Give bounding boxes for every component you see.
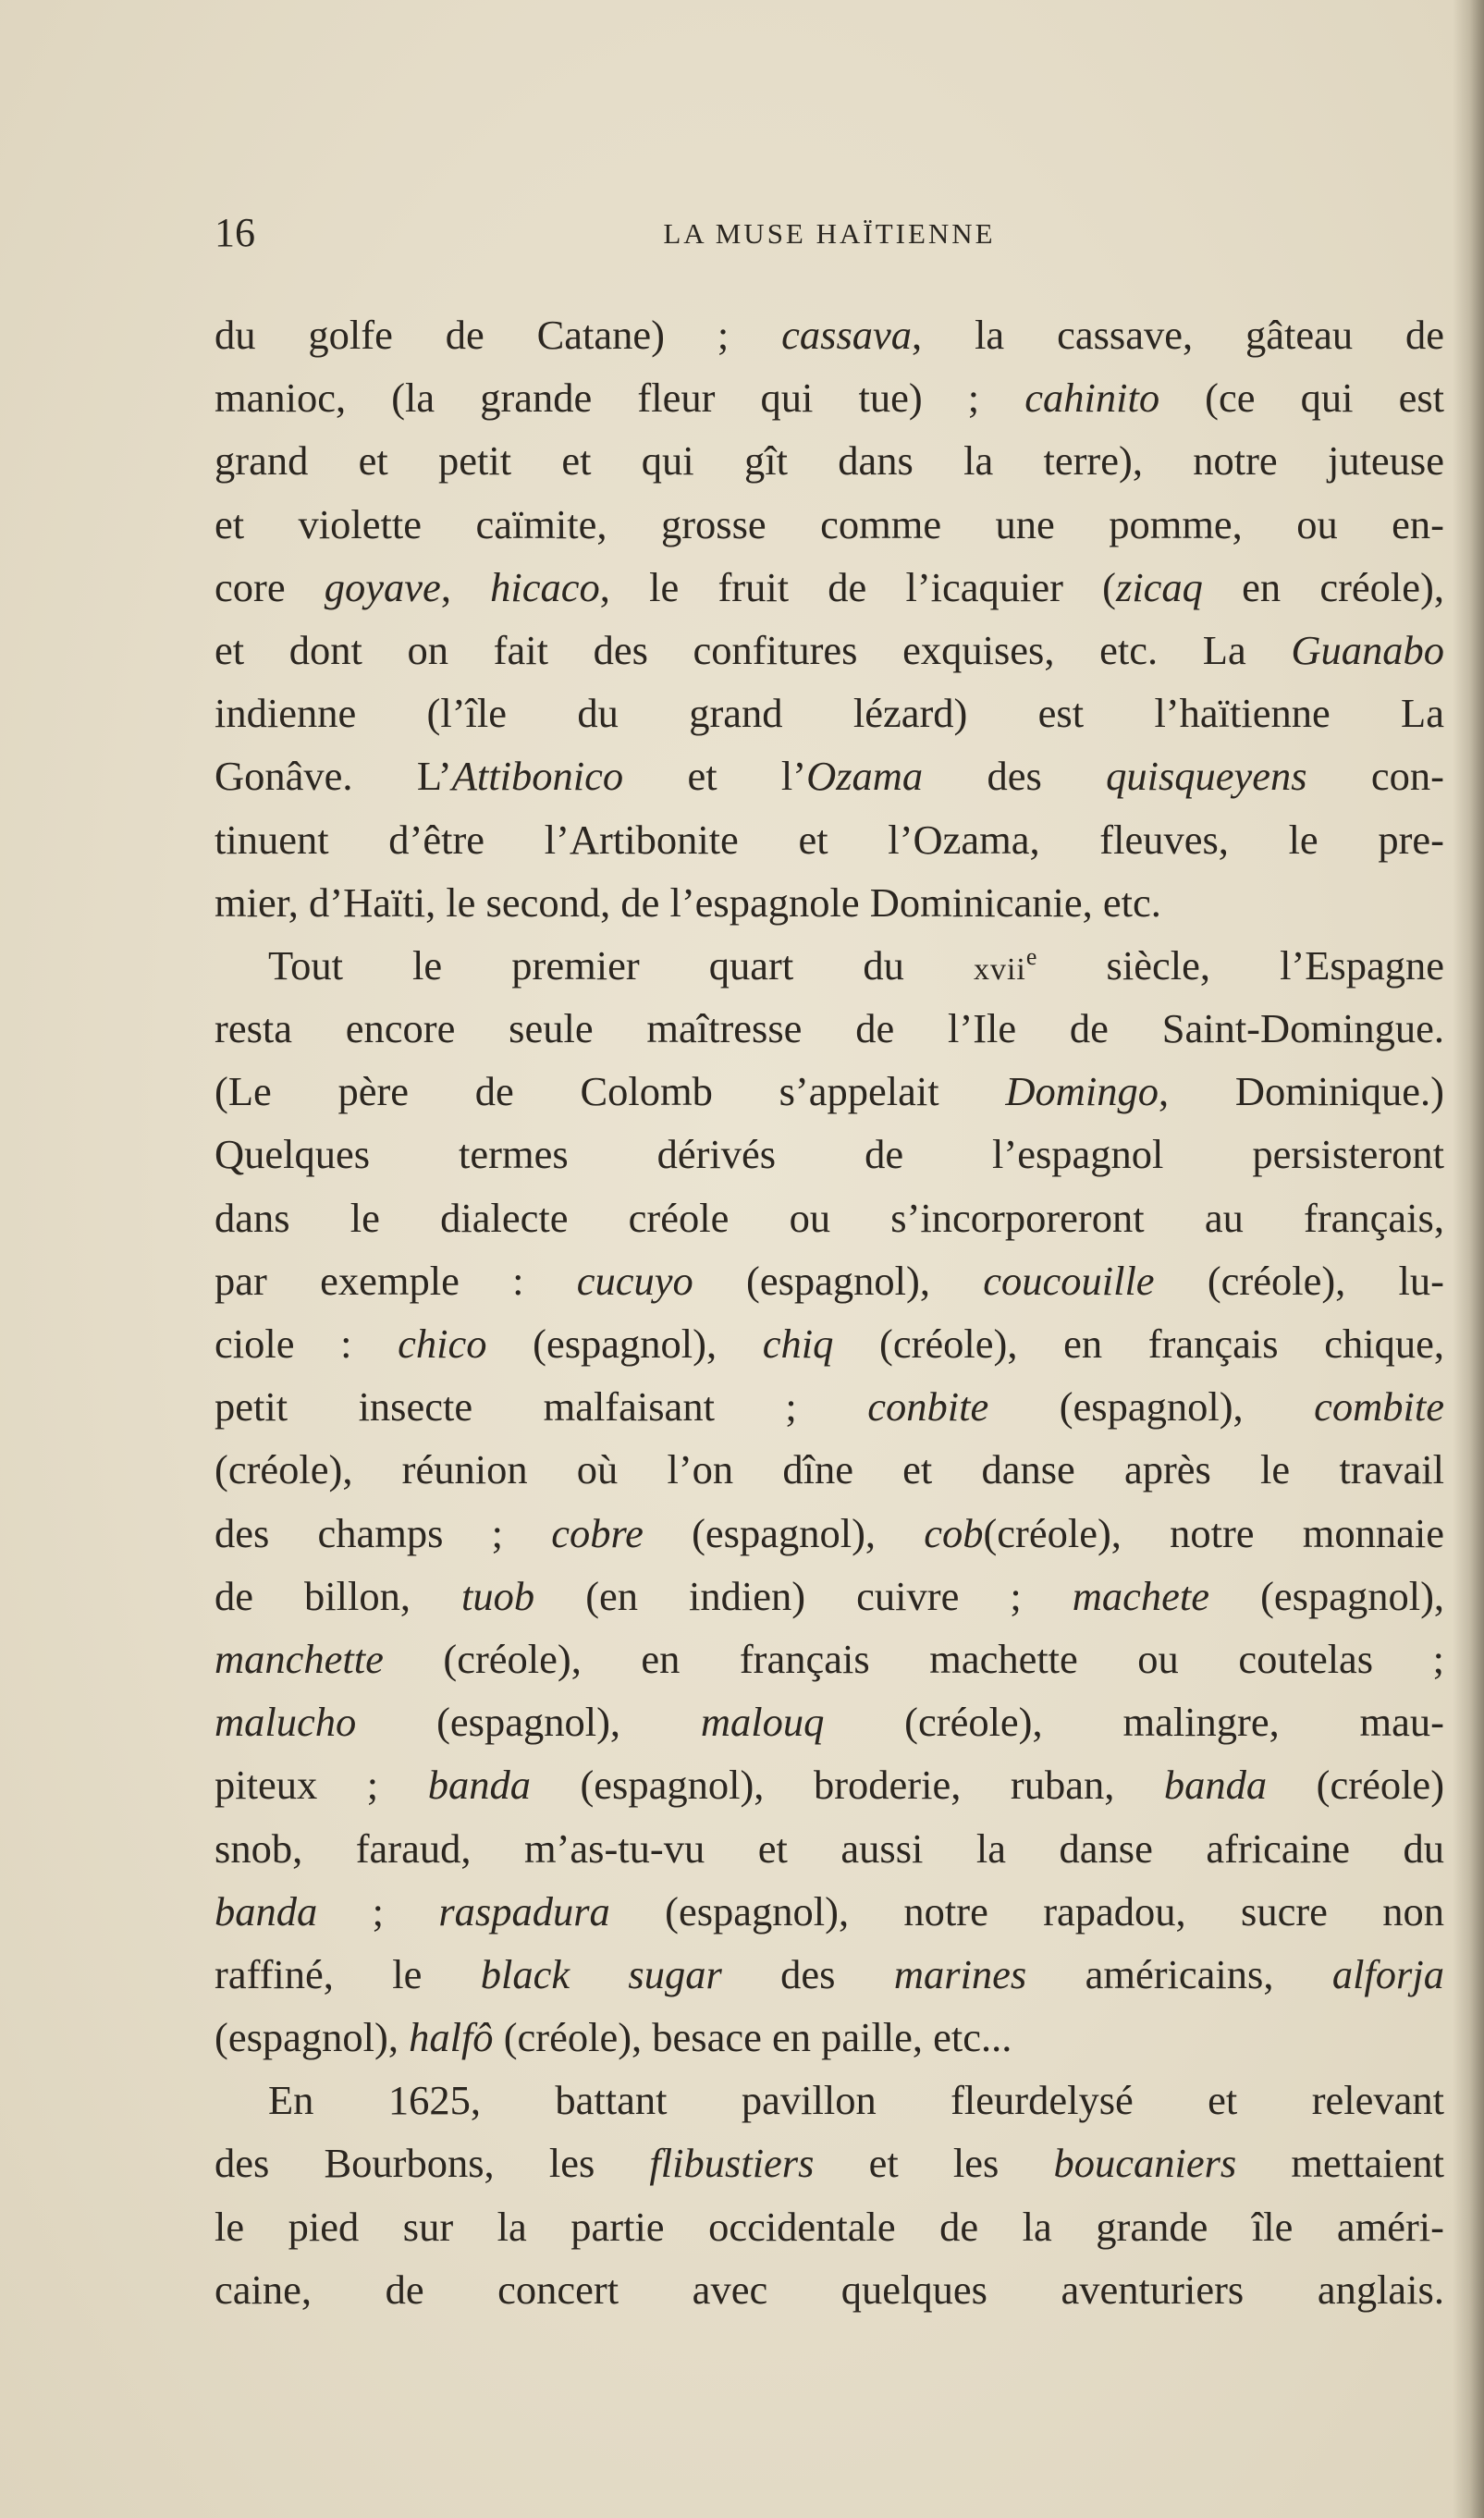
text-run: et violette caïmite, grosse comme une pomme, ou en- xyxy=(215,500,1444,547)
text-run: (créole), notre monnaie xyxy=(983,1509,1444,1556)
italic-term: manchette xyxy=(215,1635,384,1682)
text-run: con- xyxy=(1306,753,1444,800)
text-run: (espagnol), xyxy=(486,1320,763,1367)
text-run: du golfe de Catane) ; xyxy=(215,312,782,358)
italic-term: halfô xyxy=(409,2014,494,2061)
text-run: ciole : xyxy=(215,1320,399,1367)
text-run: mettaient xyxy=(1236,2140,1444,2187)
text-run: mier, d’Haïti, le second, de l’espagnole Dominicanie, etc. xyxy=(215,878,1161,926)
text-run: , la cassave, gâteau de xyxy=(912,312,1445,358)
text-run: (espagnol), xyxy=(988,1383,1315,1431)
italic-term: goyave xyxy=(324,563,441,610)
text-run: américains, xyxy=(1026,1950,1332,1997)
text-line xyxy=(215,619,1444,682)
italic-term: banda xyxy=(215,1887,318,1935)
text-run: siècle, l’Espagne xyxy=(1036,941,1445,989)
text-line xyxy=(215,1502,1444,1565)
italic-term: marines xyxy=(893,1950,1027,1997)
body-text xyxy=(215,303,1444,2321)
text-run: (créole), lu- xyxy=(1154,1257,1444,1304)
text-line xyxy=(215,1060,1444,1123)
text-run: et dont on fait des confitures exquises, etc. La xyxy=(215,626,1292,673)
text-run: et les xyxy=(814,2140,1054,2187)
italic-term: raspadura xyxy=(438,1887,610,1935)
text-line xyxy=(215,1123,1444,1185)
italic-term: alforja xyxy=(1331,1950,1444,1997)
italic-term: chico xyxy=(398,1320,487,1367)
text-run: (créole), en français machette ou coutelas ; xyxy=(383,1635,1444,1682)
text-run: (créole), malingre, mau- xyxy=(824,1699,1444,1746)
text-run: des xyxy=(923,753,1107,800)
text-run: (en indien) cuivre ; xyxy=(534,1572,1073,1619)
italic-term: chiq xyxy=(762,1320,834,1367)
text-run: Tout le premier quart du xyxy=(268,941,974,989)
italic-term: cassava xyxy=(781,312,913,358)
text-run: tinuent d’être l’Artibonite et l’Ozama, fleuves, le pre- xyxy=(215,816,1444,863)
text-run: (ce qui est xyxy=(1159,375,1444,422)
italic-term: tuob xyxy=(461,1572,535,1619)
text-run: caine, de concert avec quelques aventuriers anglais. xyxy=(215,2266,1444,2313)
italic-term: cucuyo xyxy=(576,1257,693,1304)
text-run: indienne (l’île du grand lézard) est l’haïtienne La xyxy=(215,690,1444,737)
text-run: , le fruit de l’icaquier ( xyxy=(599,563,1116,610)
text-line xyxy=(215,2195,1444,2258)
italic-term: banda xyxy=(427,1762,531,1809)
text-line xyxy=(215,1690,1444,1753)
page-edge-shadow xyxy=(1453,0,1484,2518)
text-run: resta encore seule maîtresse de l’Ile de Saint-Domingue. xyxy=(215,1005,1444,1052)
text-run: raffiné, le xyxy=(215,1950,481,1997)
text-run: (créole) xyxy=(1267,1762,1445,1809)
text-run: dans le dialecte créole ou s’incorporeront au français, xyxy=(215,1194,1444,1241)
text-run: (créole), besace en paille, etc... xyxy=(493,2014,1012,2061)
italic-term: combite xyxy=(1314,1383,1444,1431)
text-run: grand et petit et qui gît dans la terre), notre juteuse xyxy=(215,437,1444,485)
text-run: Quelques termes dérivés de l’espagnol persisteront xyxy=(215,1131,1444,1178)
text-line xyxy=(215,303,1444,366)
italic-term: cob xyxy=(924,1509,984,1556)
text-run: , xyxy=(440,563,491,610)
italic-term: conbite xyxy=(867,1383,989,1431)
italic-term: cahinito xyxy=(1024,375,1160,422)
text-run: xvii xyxy=(973,952,1026,987)
italic-term: flibustiers xyxy=(649,2140,815,2187)
text-run: , Dominique.) xyxy=(1158,1068,1444,1115)
text-line xyxy=(215,1249,1444,1312)
text-run: (espagnol), xyxy=(1209,1572,1445,1619)
text-run: (créole), réunion où l’on dîne et danse après le travail xyxy=(215,1446,1444,1493)
text-line xyxy=(215,1186,1444,1249)
italic-term: cobre xyxy=(551,1509,644,1556)
text-line xyxy=(215,1753,1444,1816)
text-run: piteux ; xyxy=(215,1762,428,1809)
italic-term: zicaq xyxy=(1116,563,1203,610)
italic-term: machete xyxy=(1072,1572,1210,1619)
text-line xyxy=(215,429,1444,492)
text-run: En 1625, battant pavillon fleurdelysé et relevant xyxy=(268,2077,1444,2124)
italic-term: banda xyxy=(1163,1762,1268,1809)
text-line xyxy=(215,1438,1444,1501)
text-run: ; xyxy=(317,1887,439,1935)
text-line xyxy=(215,997,1444,1060)
italic-term: hicaco xyxy=(490,563,600,610)
italic-term: malucho xyxy=(215,1699,357,1746)
text-run: (créole), en français chique, xyxy=(833,1320,1444,1367)
page-header xyxy=(215,205,1444,261)
text-line xyxy=(215,1627,1444,1690)
text-run: (espagnol), xyxy=(643,1509,925,1556)
text-line xyxy=(215,2006,1444,2069)
text-run: (espagnol), xyxy=(693,1257,984,1304)
text-run: et l’ xyxy=(623,753,807,800)
text-run: (espagnol), notre rapadou, sucre non xyxy=(609,1887,1444,1935)
text-run: (espagnol), broderie, ruban, xyxy=(530,1762,1164,1809)
italic-term: black sugar xyxy=(480,1950,722,1997)
text-run: le pied sur la partie occidentale de la grande île améri- xyxy=(215,2203,1444,2250)
italic-term: boucaniers xyxy=(1053,2140,1237,2187)
text-run: petit insecte malfaisant ; xyxy=(215,1383,868,1431)
text-line xyxy=(215,2131,1444,2194)
text-line xyxy=(215,1375,1444,1438)
text-line xyxy=(215,366,1444,429)
text-run: (Le père de Colomb s’appelait xyxy=(215,1068,1006,1115)
text-run: des Bourbons, les xyxy=(215,2140,650,2187)
text-line xyxy=(215,2258,1444,2321)
text-run: Gonâve. L’ xyxy=(215,753,452,800)
text-line xyxy=(215,1312,1444,1375)
text-run: core xyxy=(215,563,325,610)
italic-term: quisqueyens xyxy=(1106,753,1307,800)
text-line xyxy=(215,2069,1444,2131)
text-run: en créole), xyxy=(1202,563,1444,610)
text-line xyxy=(215,1565,1444,1627)
italic-term: malouq xyxy=(700,1699,825,1746)
text-line xyxy=(215,744,1444,807)
text-run: des champs ; xyxy=(215,1509,552,1556)
text-run: de billon, xyxy=(215,1572,462,1619)
italic-term: Ozama xyxy=(806,753,924,800)
running-head: LA MUSE HAÏTIENNE xyxy=(663,217,996,250)
italic-term: Guanabo xyxy=(1291,626,1444,673)
text-line xyxy=(215,808,1444,871)
italic-term: Domingo xyxy=(1005,1068,1159,1115)
text-run: des xyxy=(721,1950,894,1997)
text-line xyxy=(215,556,1444,619)
text-run: (espagnol), xyxy=(215,2014,410,2061)
italic-term: coucouille xyxy=(983,1257,1155,1304)
superscript: e xyxy=(1025,943,1037,971)
page-number: 16 xyxy=(215,210,255,255)
text-run: snob, faraud, m’as-tu-vu et aussi la danse africaine du xyxy=(215,1824,1444,1872)
text-line xyxy=(215,682,1444,744)
text-line xyxy=(215,934,1444,997)
italic-term: Attibonico xyxy=(451,753,624,800)
text-line xyxy=(215,1817,1444,1880)
text-run: par exemple : xyxy=(215,1257,577,1304)
text-line xyxy=(215,1880,1444,1943)
text-line xyxy=(215,493,1444,556)
text-run: (espagnol), xyxy=(356,1699,701,1746)
text-run: manioc, (la grande fleur qui tue) ; xyxy=(215,375,1025,422)
text-line xyxy=(215,1943,1444,2006)
text-line xyxy=(215,871,1444,934)
